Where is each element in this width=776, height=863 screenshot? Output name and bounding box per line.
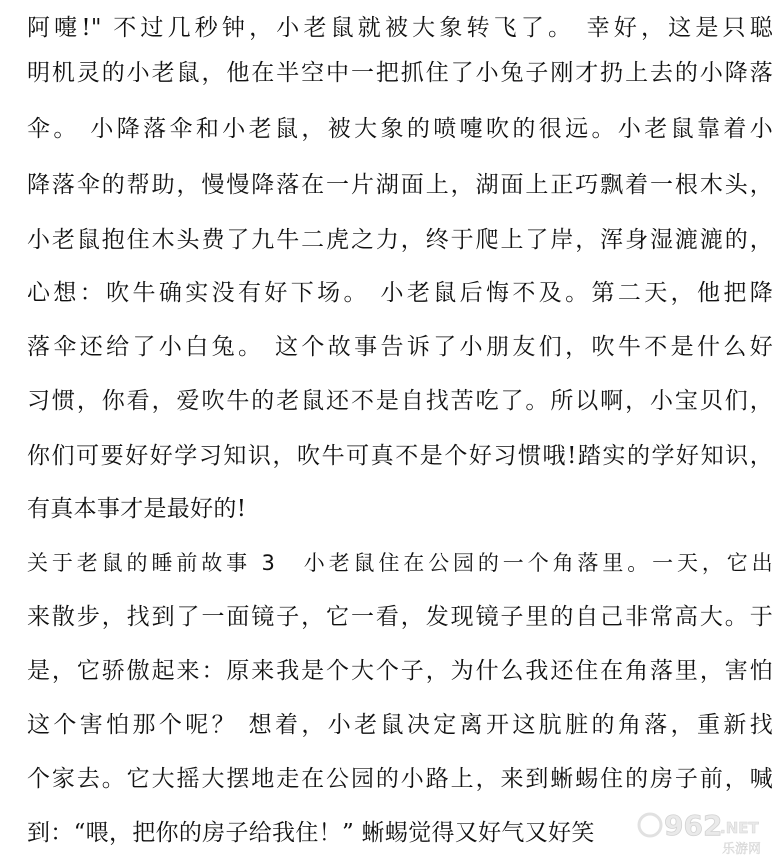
text-line-5: 小老鼠抱住木头费了九牛二虎之力，终于爬上了岸，浑身湿漉漉的， [27, 227, 773, 253]
text-line-8: 习惯，你看，爱吹牛的老鼠还不是自找苦吃了。所以啊，小宝贝们， [27, 388, 773, 414]
text-line-9: 你们可要好好学习知识，吹牛可真不是个好习惯哦!踏实的学好知识， [27, 443, 773, 469]
story-3-line-4: 这个害怕那个呢？ 想着，小老鼠决定离开这肮脏的角落，重新找 [27, 712, 773, 738]
story-3-first-line-text: 小老鼠住在公园的一个角落里。一天，它出 [303, 551, 773, 575]
text-line-2: 明机灵的小老鼠，他在半空中一把抓住了小兔子刚才扔上去的小降落 [27, 60, 773, 86]
story-3-line-6: 到：“喂，把你的房子给我住！” 蜥蜴觉得又好气又好笑 [27, 820, 595, 846]
story-3-first-line [27, 535, 773, 591]
text-line-7: 落伞还给了小白兔。 这个故事告诉了小朋友们，吹牛不是什么好 [27, 334, 773, 360]
text-line-1: 阿嚏!" 不过几秒钟，小老鼠就被大象转飞了。 幸好，这是只聪 [27, 15, 773, 41]
text-line-4: 降落伞的帮助，慢慢降落在一片湖面上，湖面上正巧飘着一根木头， [27, 172, 773, 198]
text-line-10: 有真本事才是最好的! [27, 496, 247, 522]
watermark-logo-text: 962 [664, 809, 723, 842]
story-3-line-5: 个家去。它大摇大摆地走在公园的小路上，来到蜥蜴住的房子前，喊 [27, 766, 773, 792]
watermark-site-text: 乐游网 [722, 842, 762, 857]
text-line-6: 心想：吹牛确实没有好下场。 小老鼠后悔不及。第二天，他把降 [27, 280, 773, 306]
story-3-heading: 关于老鼠的睡前故事 3 [27, 551, 276, 575]
story-3-line-3: 是，它骄傲起来：原来我是个大个子，为什么我还住在角落里，害怕 [27, 658, 773, 684]
text-line-3: 伞。 小降落伞和小老鼠，被大象的喷嚏吹的很远。小老鼠靠着小 [27, 116, 773, 142]
story-3-line-2: 来散步，找到了一面镜子，它一看，发现镜子里的自己非常高大。于 [27, 604, 773, 630]
watermark-logo-suffix: .NET [720, 819, 759, 837]
